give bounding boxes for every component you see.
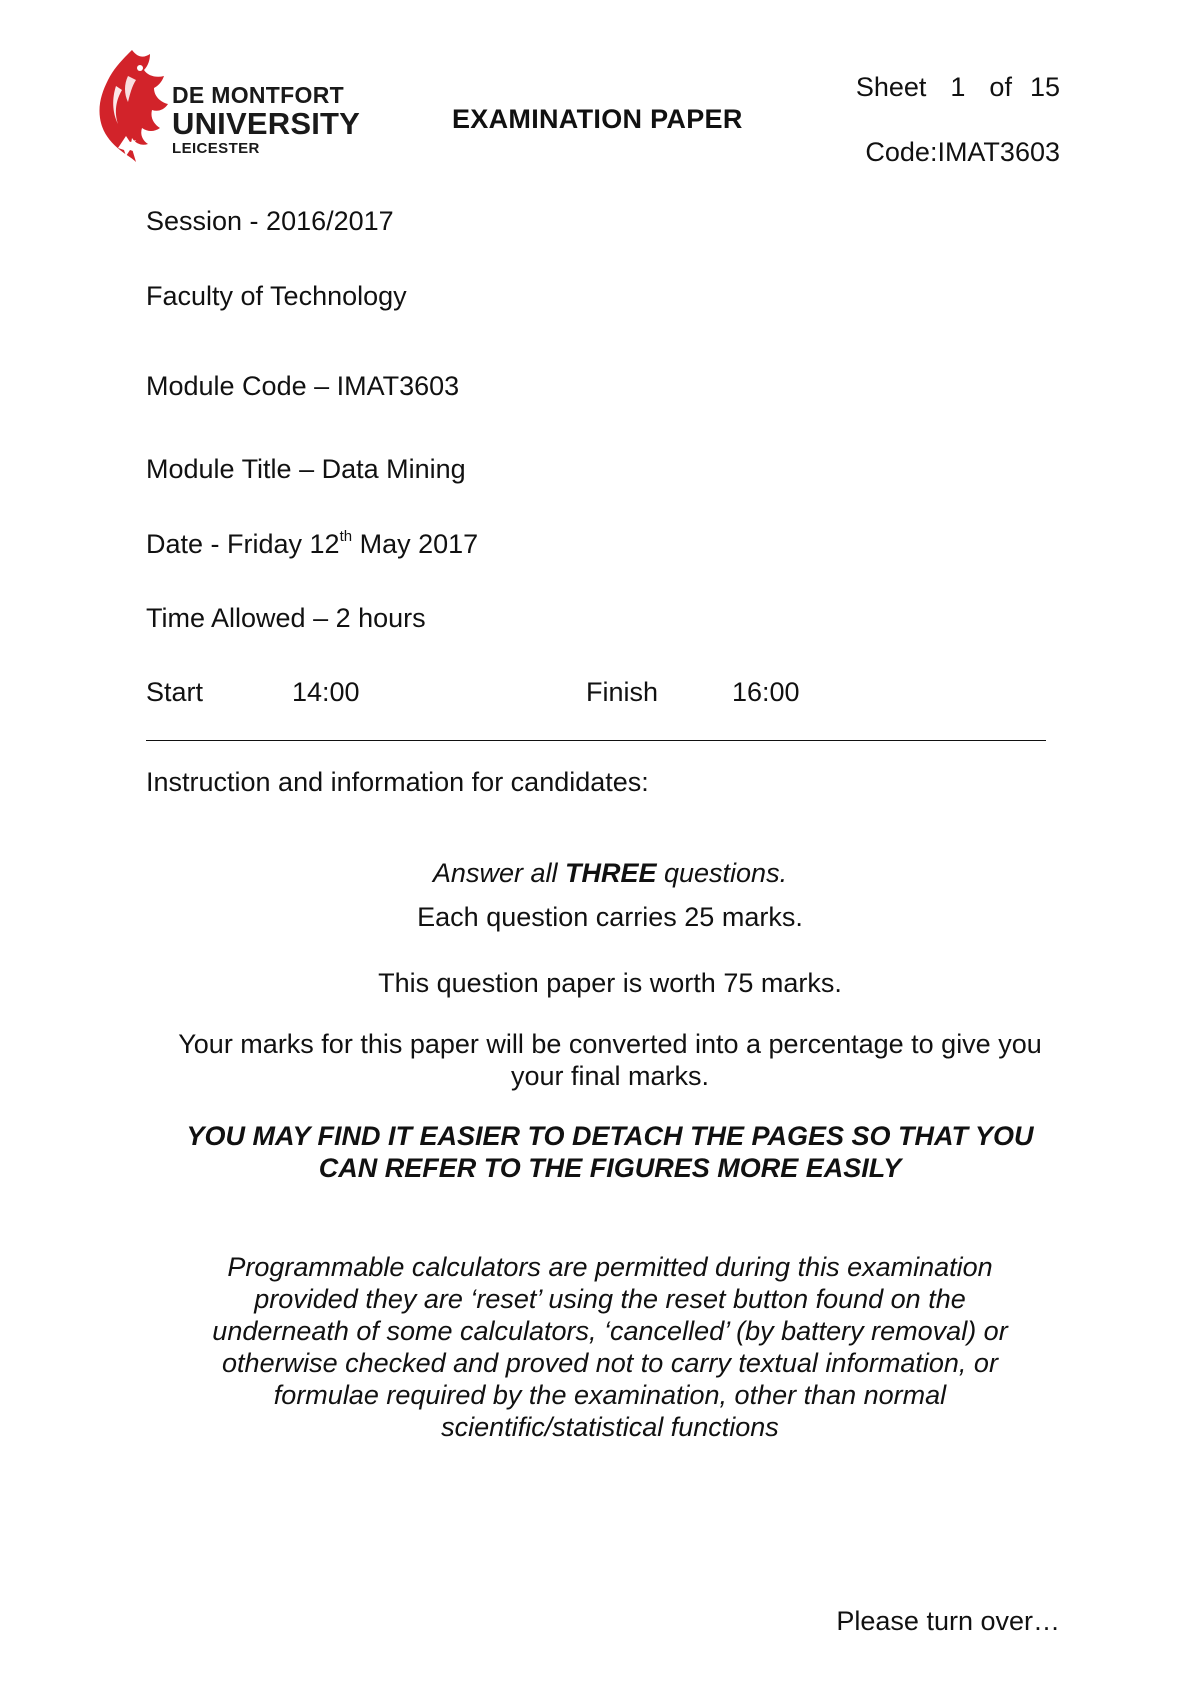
turn-over-note: Please turn over…	[836, 1606, 1060, 1636]
percentage-note-line2: your final marks.	[510, 1061, 710, 1091]
logo-wordmark	[172, 84, 360, 156]
start-time: 14:00	[292, 677, 360, 707]
date-superscript: th	[339, 528, 353, 545]
date-line	[146, 529, 478, 560]
faculty-line: Faculty of Technology	[146, 281, 407, 311]
detach-note-line1: YOU MAY FIND IT EASIER TO DETACH THE PAGES SO THAT YOU	[186, 1121, 1034, 1151]
sheet-label: Sheet	[855, 72, 927, 102]
calculator-line1: Programmable calculators are permitted during this examination	[227, 1252, 993, 1282]
logo-line-leicester: LEICESTER	[172, 140, 260, 157]
percentage-note	[160, 1028, 1060, 1092]
answer-instruction	[160, 857, 1060, 889]
sheet-current: 1	[950, 72, 966, 102]
logo-line-university: UNIVERSITY	[172, 106, 361, 141]
module-code-line: Module Code – IMAT3603	[146, 371, 460, 401]
sheet-of-label: of	[989, 72, 1012, 102]
calculator-line3: underneath of some calculators, ‘cancelled’ (by battery removal) or	[212, 1316, 1008, 1346]
calculator-line2: provided they are ‘reset’ using the reset button found on the	[254, 1284, 966, 1314]
date-prefix: Date - Friday 12	[146, 529, 340, 559]
page-title: EXAMINATION PAPER	[452, 104, 743, 134]
percentage-note-line1: Your marks for this paper will be converted into a percentage to give you	[178, 1029, 1042, 1059]
calculator-policy	[160, 1251, 1060, 1443]
total-marks: This question paper is worth 75 marks.	[378, 968, 842, 998]
answer-pre: Answer all	[432, 858, 565, 888]
finish-label: Finish	[586, 677, 659, 707]
sheet-indicator	[856, 72, 1060, 103]
marks-per-question: Each question carries 25 marks.	[417, 902, 803, 932]
start-label: Start	[146, 677, 204, 707]
answer-count: THREE	[564, 858, 657, 888]
university-logo	[92, 46, 382, 166]
calculator-line6: scientific/statistical functions	[441, 1412, 779, 1442]
paper-code: Code:IMAT3603	[865, 137, 1060, 167]
instructions-heading: Instruction and information for candidates:	[146, 767, 649, 797]
divider-line	[146, 740, 1046, 741]
calculator-line5: formulae required by the examination, other than normal	[273, 1380, 947, 1410]
detach-note-line2: CAN REFER TO THE FIGURES MORE EASILY	[318, 1153, 902, 1183]
sheet-total: 15	[1029, 72, 1060, 102]
calculator-line4: otherwise checked and proved not to carry textual information, or	[222, 1348, 998, 1378]
griffin-emblem-icon	[92, 46, 172, 166]
logo-line-de-montfort: DE MONTFORT	[172, 82, 344, 108]
finish-time: 16:00	[732, 677, 800, 707]
date-suffix: May 2017	[352, 529, 479, 559]
time-allowed-line: Time Allowed – 2 hours	[146, 603, 426, 633]
module-title-line: Module Title – Data Mining	[146, 454, 466, 484]
answer-post: questions.	[656, 858, 788, 888]
detach-pages-note	[160, 1120, 1060, 1184]
session-line: Session - 2016/2017	[146, 206, 394, 236]
